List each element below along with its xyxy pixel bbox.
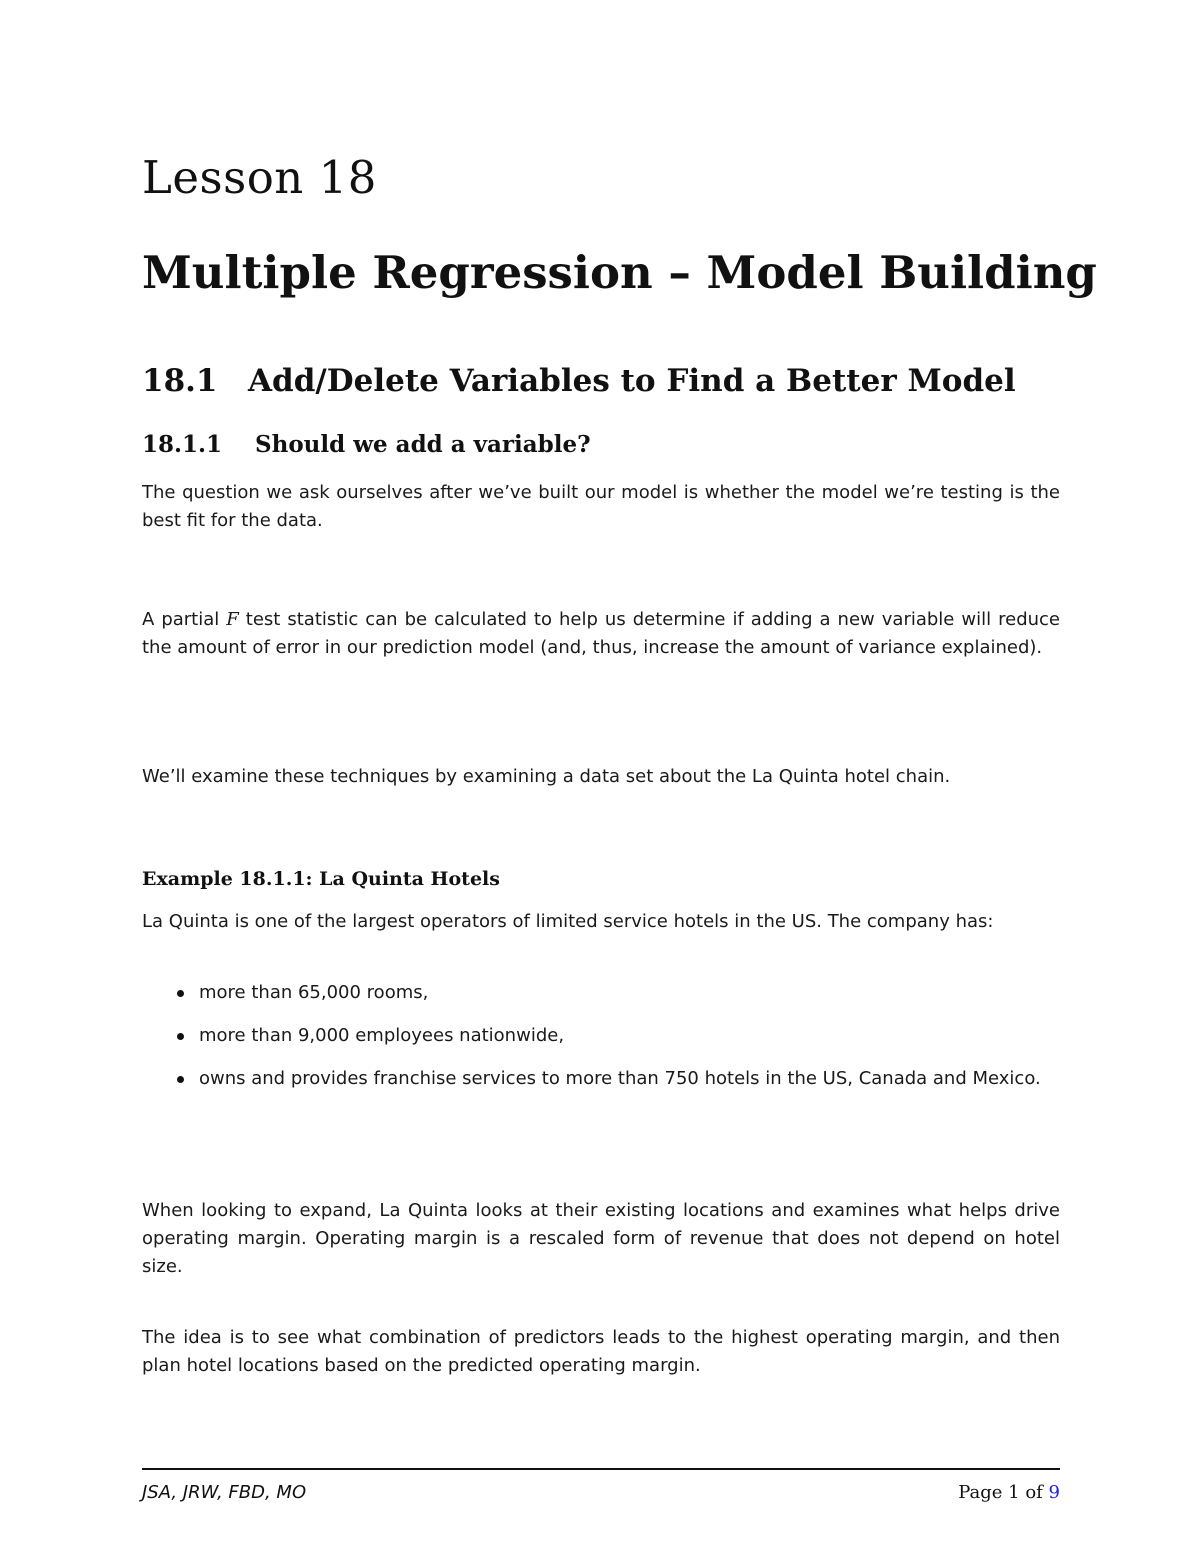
f-variable: F: [226, 609, 239, 630]
section-number: 18.1: [142, 363, 218, 399]
subsection-heading: [142, 433, 591, 456]
lesson-label: Lesson 18: [142, 151, 377, 204]
list-item-text: more than 9,000 employees nationwide,: [199, 1025, 565, 1046]
paragraph-la-quinta-intro: We’ll examine these techniques by examining a data set about the La Quinta hotel chain.: [142, 766, 951, 787]
example-intro: La Quinta is one of the largest operators of limited service hotels in the US. The company has:: [142, 911, 994, 932]
list-item: [142, 1065, 1060, 1093]
section-title: Add/Delete Variables to Find a Better Model: [248, 363, 1016, 399]
footer-authors: JSA, JRW, FBD, MO: [142, 1482, 307, 1503]
footer-divider: [142, 1468, 1060, 1470]
lesson-title: Multiple Regression – Model Building: [142, 246, 1097, 299]
subsection-title: Should we add a variable?: [255, 431, 591, 458]
list-item-text: more than 65,000 rooms,: [199, 982, 429, 1003]
company-facts-list: [142, 979, 1060, 1108]
bullet-icon: [177, 1033, 184, 1040]
paragraph-partial-f-test: [142, 606, 1060, 662]
footer-page-number: [958, 1482, 1060, 1504]
paragraph-model-fit: The question we ask ourselves after we’ve built our model is whether the model we’re testing is the best fit for the data.: [142, 482, 1060, 531]
bullet-icon: [177, 990, 184, 997]
paragraph-partial-f-before: A partial: [142, 609, 227, 630]
list-item: [142, 979, 1060, 1007]
paragraph-partial-f-after: test statistic can be calculated to help us determine if adding a new variable will reduce the amount of error in our prediction model (and, thus, increase the amount of variance explained).: [142, 609, 1061, 658]
paragraph-idea: The idea is to see what combination of predictors leads to the highest operating margin, and then plan hotel locations based on the predicted operating margin.: [142, 1327, 1060, 1376]
page-prefix: Page 1 of: [958, 1482, 1049, 1503]
example-title: Example 18.1.1: La Quinta Hotels: [142, 868, 500, 890]
subsection-number: 18.1.1: [142, 431, 223, 458]
page-total-link[interactable]: 9: [1048, 1482, 1060, 1503]
document-page: [142, 0, 1097, 1553]
section-heading: [142, 363, 1016, 399]
list-item: [142, 1022, 1060, 1050]
paragraph-expansion: When looking to expand, La Quinta looks at their existing locations and examines what helps drive operating margin. Operating margin is a rescaled form of revenue that does not depend on hotel size.: [142, 1200, 1060, 1277]
bullet-icon: [177, 1076, 184, 1083]
list-item-text: owns and provides franchise services to more than 750 hotels in the US, Canada and Mexico.: [199, 1068, 1041, 1089]
